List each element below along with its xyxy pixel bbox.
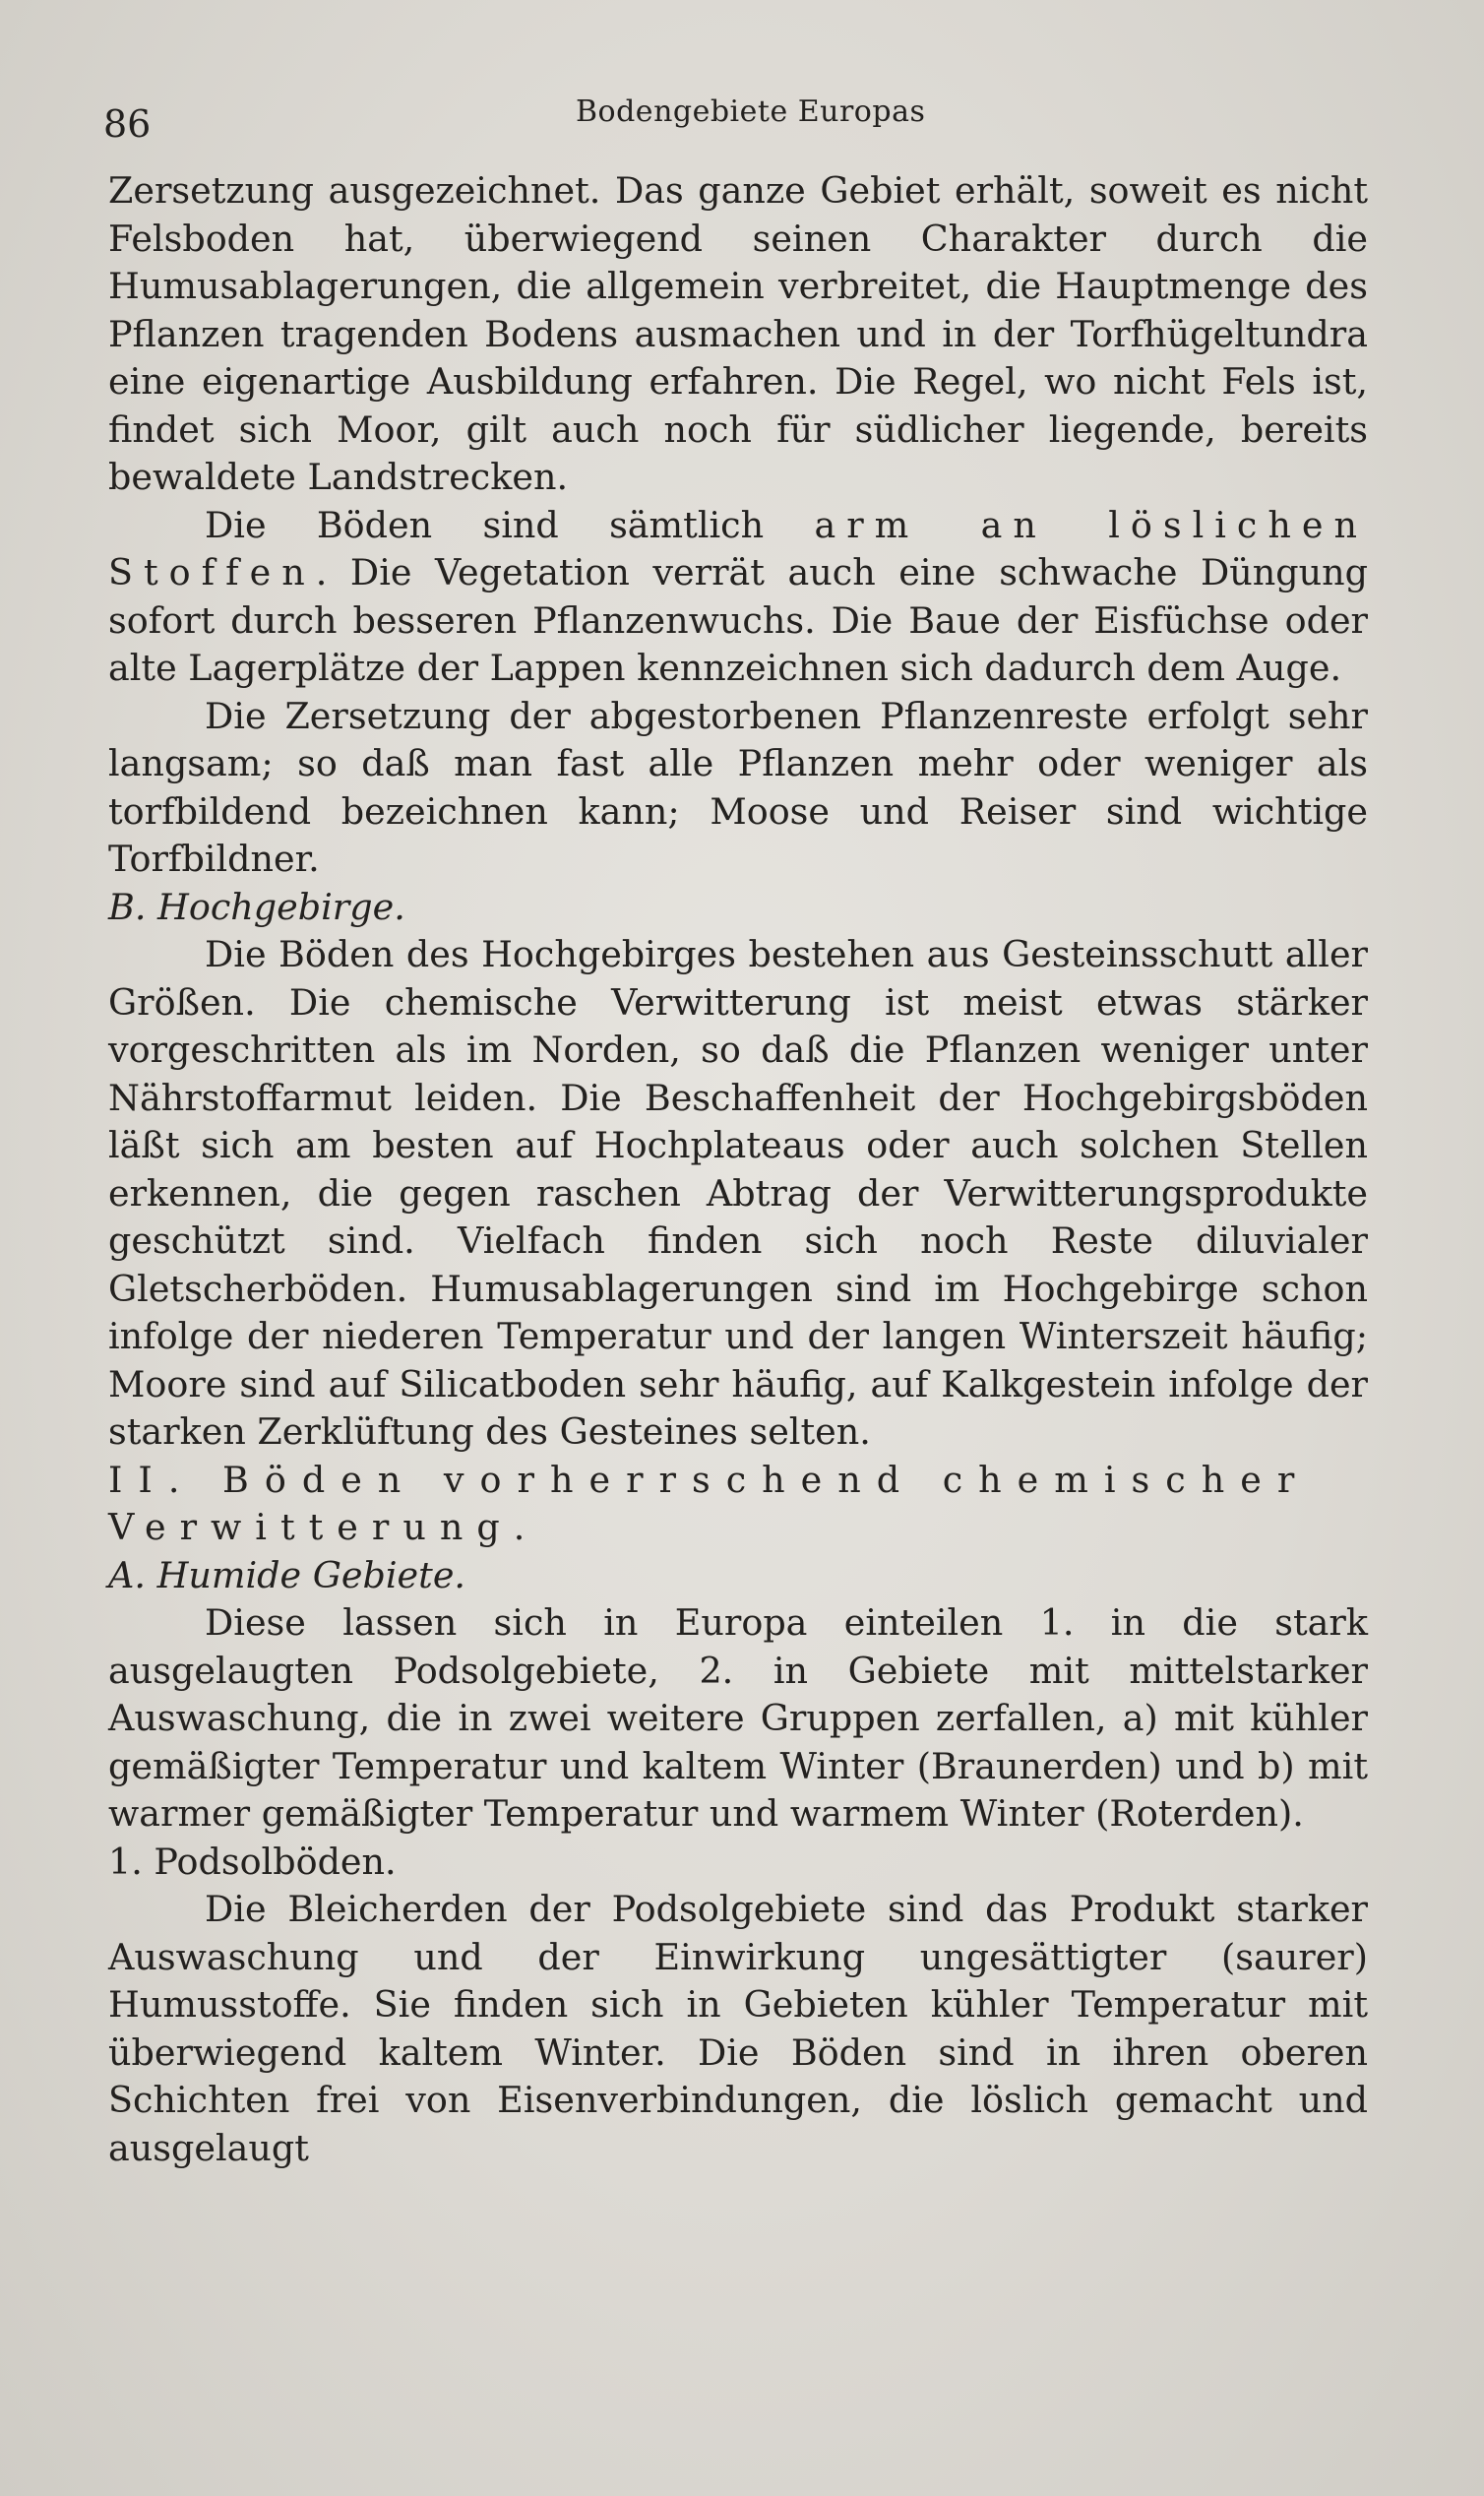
section-heading-line-2: Verwitterung. — [108, 1506, 539, 1548]
paragraph-2-rest: . Die Vegetation verrät auch eine schwache Düngung sofort durch besseren Pflanzenwuchs. Die Baue der Eisfüchse oder alte Lagerplätze der Lappen kennzeichnen sich dadurch dem Auge. — [108, 551, 1368, 689]
paragraph-3: Die Zersetzung der abgestorbenen Pflanzenreste erfolgt sehr langsam; so daß man fast alle Pflanzen mehr oder weniger als torfbildend bezeichnen kann; Moose und Reiser sind wichtige Torfbildner. — [108, 694, 1368, 880]
running-title: Bodengebiete Europas — [576, 94, 926, 129]
paragraph-6: Die Bleicherden der Podsolgebiete sind das Produkt starker Auswaschung und der Einwirkung ungesättigter (saurer) Humusstoffe. Sie finden sich in Gebieten kühler Temperatur mit überwiegend kaltem Winter. Die Böden sind in ihren oberen Schichten frei von Eisenverbindungen, die löslich gemacht und ausgelaugt — [108, 1888, 1368, 2169]
running-head — [103, 85, 1356, 144]
paragraph-5: Diese lassen sich in Europa einteilen 1. in die stark ausgelaugten Podsolgebiete, 2. in Gebiete mit mittelstarker Auswaschung, die in zwei weitere Gruppen zerfallen, a) mit kühler gemäßigter Temperatur und kaltem Winter (Braunerden) und b) mit warmer gemäßigter Temperatur und warmem Winter (Roterden). — [108, 1601, 1368, 1835]
paragraph-2 — [108, 502, 1368, 693]
subheading-hochgebirge: B. Hochgebirge. — [108, 885, 405, 928]
paragraph-4: Die Böden des Hochgebirges bestehen aus Gesteinsschutt aller Größen. Die chemische Verwitterung ist meist etwas stärker vorgeschritten als im Norden, so daß die Pflanzen weniger unter Nährstoffarmut leiden. Die Beschaffenheit der Hochgebirgsböden läßt sich am besten auf Hochplateaus oder auch solchen Stellen erkennen, die gegen raschen Abtrag der Verwitterungsprodukte geschützt sind. Vielfach finden sich noch Reste diluvialer Gletscherböden. Humusablagerungen sind im Hochgebirge schon infolge der niederen Temperatur und der langen Winterszeit häufig; Moore sind auf Silicatboden sehr häufig, auf Kalkgestein infolge der starken Zerklüftung des Gesteines selten. — [108, 933, 1368, 1453]
paragraph-2-lead: Die Böden sind sämtlich — [205, 503, 815, 546]
subheading-humide-gebiete: A. Humide Gebiete. — [108, 1553, 466, 1596]
section-heading-line-1: II. Böden vorherrschend chemischer — [108, 1458, 1311, 1501]
paragraph-2-emphasis: arm an löslichen Stoffen — [108, 503, 1368, 593]
subheading-podsolboeden: 1. Podsolböden. — [108, 1840, 397, 1883]
page-number: 86 — [103, 102, 152, 146]
paragraph-1: Zersetzung ausgezeichnet. Das ganze Gebiet erhält, soweit es nicht Felsboden hat, überwiegend seinen Charakter durch die Humusablagerungen, die allgemein verbreitet, die Hauptmenge des Pflanzen tragenden Bodens ausmachen und in der Torfhügeltundra eine eigenartige Ausbildung erfahren. Die Regel, wo nicht Fels ist, findet sich Moor, gilt auch noch für südlicher liegende, bereits bewaldete Landstrecken. — [108, 169, 1368, 498]
page-body — [108, 167, 1368, 2172]
